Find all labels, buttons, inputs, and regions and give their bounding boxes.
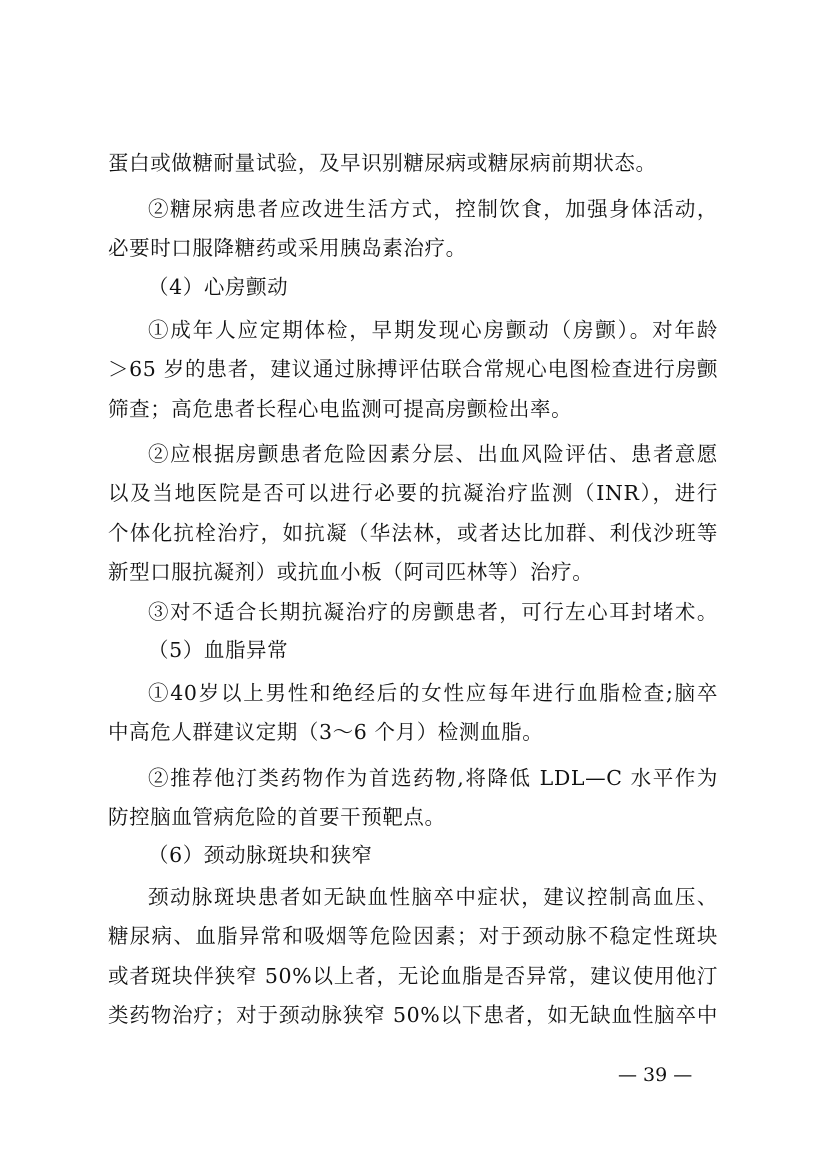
body-text-line: 以及当地医院是否可以进行必要的抗凝治疗监测（INR），进行 bbox=[108, 481, 718, 505]
body-text-line: 类药物治疗；对于颈动脉狭窄 50%以下患者，如无缺血性脑卒中 bbox=[108, 1003, 718, 1027]
body-text-line: 个体化抗栓治疗，如抗凝（华法林，或者达比加群、利伐沙班等 bbox=[108, 521, 718, 545]
section-heading: （6）颈动脉斑块和狭窄 bbox=[148, 843, 373, 867]
body-text-line: ①40岁以上男性和绝经后的女性应每年进行血脂检查;脑卒 bbox=[148, 681, 718, 705]
body-text-line: 防控脑血管病危险的首要干预靶点。 bbox=[108, 805, 446, 829]
body-text-line: ②应根据房颤患者危险因素分层、出血风险评估、患者意愿 bbox=[148, 442, 718, 466]
body-text-line: 蛋白或做糖耐量试验，及早识别糖尿病或糖尿病前期状态。 bbox=[108, 151, 657, 175]
body-text-line: 或者斑块伴狭窄 50%以上者，无论血脂是否异常，建议使用他汀 bbox=[108, 964, 718, 988]
section-heading: （5）血脂异常 bbox=[148, 638, 289, 662]
body-text-line: ＞65 岁的患者，建议通过脉搏评估联合常规心电图检查进行房颤 bbox=[108, 357, 718, 381]
body-text-line: ②糖尿病患者应改进生活方式，控制饮食，加强身体活动， bbox=[148, 197, 718, 221]
body-text-line: ③对不适合长期抗凝治疗的房颤患者，可行左心耳封堵术。 bbox=[148, 600, 718, 624]
body-text-line: ②推荐他汀类药物作为首选药物,将降低 LDL—C 水平作为 bbox=[148, 766, 718, 790]
body-text-line: 中高危人群建议定期（3～6 个月）检测血脂。 bbox=[108, 720, 544, 744]
body-text-line: 糖尿病、血脂异常和吸烟等危险因素；对于颈动脉不稳定性斑块 bbox=[108, 924, 718, 948]
page-number: — 39 — bbox=[618, 1064, 693, 1086]
section-heading: （4）心房颤动 bbox=[148, 275, 289, 299]
body-text-line: 必要时口服降糖药或采用胰岛素治疗。 bbox=[108, 236, 467, 260]
body-text-line: ①成年人应定期体检，早期发现心房颤动（房颤）。对年龄 bbox=[148, 318, 718, 342]
body-text-line: 颈动脉斑块患者如无缺血性脑卒中症状，建议控制高血压、 bbox=[148, 885, 718, 909]
body-text-line: 新型口服抗凝剂）或抗血小板（阿司匹林等）治疗。 bbox=[108, 560, 594, 584]
body-text-line: 筛查；高危患者长程心电监测可提高房颤检出率。 bbox=[108, 397, 573, 421]
